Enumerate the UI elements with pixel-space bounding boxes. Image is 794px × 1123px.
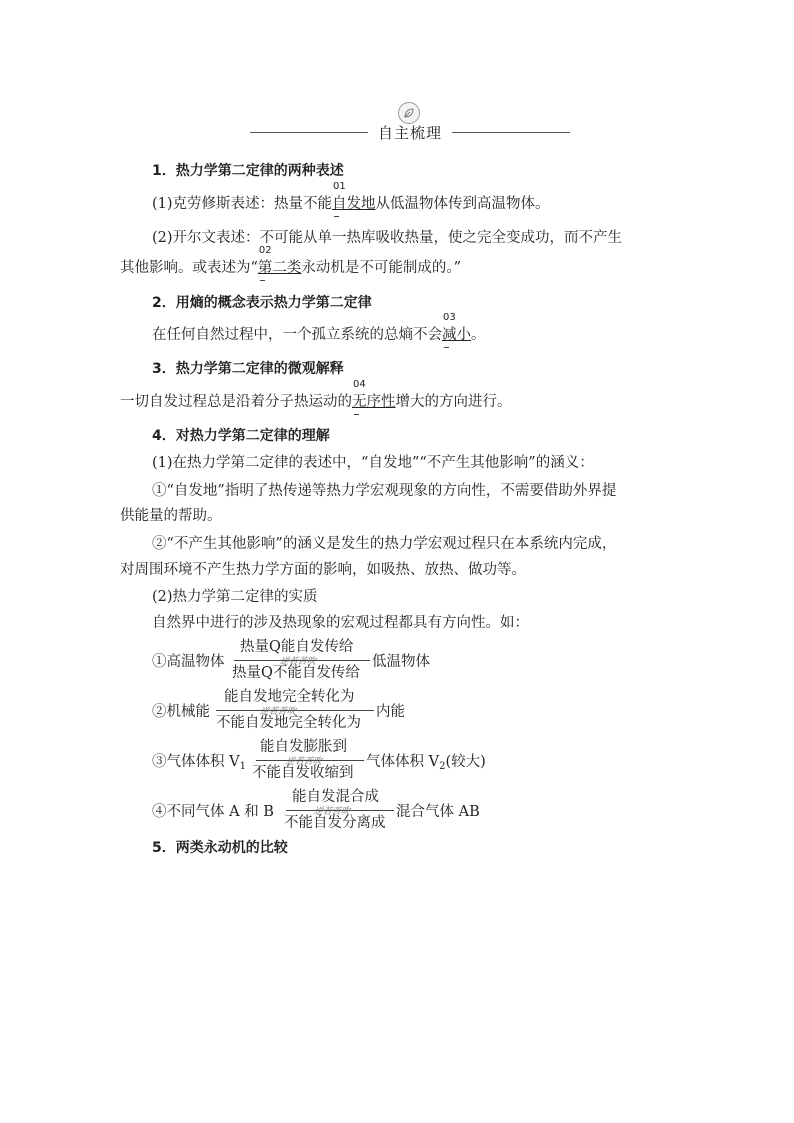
section-banner: [250, 98, 570, 158]
process-label: [152, 752, 246, 777]
s1-paragraph-2-line2: [120, 245, 462, 278]
blank-answer: 自发地: [332, 196, 376, 212]
banner-rule-right: [452, 132, 570, 133]
section-5-heading: 5．两类永动机的比较: [152, 840, 288, 856]
process-result: [366, 752, 486, 777]
process-label: ①高温物体: [152, 654, 225, 670]
s3-post: 增大的方向进行。: [395, 394, 512, 410]
process-result: 低温物体: [372, 654, 430, 670]
process-forward: 热量Q能自发传给: [240, 639, 354, 655]
s4-paragraph-3: 自然界中进行的涉及热现象的宏观过程都具有方向性。如：: [152, 615, 529, 631]
blank-04: [352, 379, 396, 412]
process-result-text: 气体体积 V: [366, 754, 440, 770]
s1-p2-pre: 其他影响。或表述为“: [120, 260, 258, 276]
s4-clause-2-line2: 对周围环境不产生热力学方面的影响，如吸热、放热、做功等。: [120, 562, 526, 578]
process-forward: 能自发膨胀到: [260, 739, 347, 755]
blank-03: [442, 312, 471, 345]
watermark: 逆若苦吹: [278, 657, 317, 667]
blank-tick: [260, 280, 265, 281]
process-3: [152, 738, 492, 781]
s3-paragraph: [120, 379, 512, 412]
blank-number: 03: [443, 312, 456, 323]
process-result-suffix: (较大): [445, 754, 486, 770]
s2-post: 。: [471, 327, 486, 343]
process-result: 混合气体 AB: [396, 804, 480, 820]
watermark: 逆若苦吹: [258, 707, 297, 717]
section-4-heading: 4．对热力学第二定律的理解: [152, 428, 330, 444]
s2-pre: 在任何自然过程中，一个孤立系统的总熵不会: [152, 327, 442, 343]
s4-clause-1-line1: ①“自发地”指明了热传递等热力学宏观现象的方向性，不需要借助外界提: [152, 483, 617, 499]
process-backward: 不能自发收缩到: [252, 765, 354, 781]
s1-p1-post: 从低温物体传到高温物体。: [375, 196, 550, 212]
watermark: 逆若苦吹: [312, 807, 351, 817]
process-forward: 能自发混合成: [292, 789, 379, 805]
s3-pre: 一切自发过程总是沿着分子热运动的: [120, 394, 352, 410]
banner-rule-left: [250, 132, 368, 133]
s1-paragraph-2-line1: (2)开尔文表述：不可能从单一热库吸收热量，使之完全变成功，而不产生: [152, 230, 623, 246]
blank-answer: 第二类: [257, 260, 302, 276]
blank-tick: [354, 414, 359, 415]
s4-paragraph-1: (1)在热力学第二定律的表述中，“自发地”“不产生其他影响”的涵义：: [152, 455, 594, 471]
blank-number: 01: [333, 181, 346, 192]
blank-number: 04: [353, 379, 366, 390]
blank-answer: 减小: [442, 327, 471, 343]
process-result-subscript: 2: [439, 761, 446, 772]
blank-01: [332, 181, 376, 214]
banner-title: 自主梳理: [377, 124, 442, 142]
process-backward: 不能自发分离成: [284, 815, 386, 831]
leaf-emblem-icon: [398, 102, 420, 124]
process-backward: 不能自发地完全转化为: [216, 715, 361, 731]
process-result: 内能: [376, 704, 405, 720]
s2-paragraph: [152, 312, 486, 345]
process-label: ④不同气体 A 和 B: [152, 804, 274, 820]
process-backward: 热量Q不能自发传给: [232, 665, 360, 681]
section-2-heading: 2．用熵的概念表示热力学第二定律: [152, 295, 372, 311]
blank-02: [257, 245, 302, 278]
blank-tick: [444, 347, 449, 348]
process-1: [152, 638, 452, 681]
process-2: [152, 688, 432, 731]
blank-answer: 无序性: [352, 394, 396, 410]
watermark: 逆若苦吹: [284, 757, 323, 767]
section-3-heading: 3．热力学第二定律的微观解释: [152, 361, 344, 377]
process-forward: 能自发地完全转化为: [224, 689, 355, 705]
s4-clause-2-line1: ②“不产生其他影响”的涵义是发生的热力学宏观过程只在本系统内完成，: [152, 536, 617, 552]
process-label-subscript: 1: [239, 761, 246, 772]
s1-p1-pre: (1)克劳修斯表述：热量不能: [152, 196, 333, 212]
process-label-text: ③气体体积 V: [152, 754, 240, 770]
s1-p2-post: 永动机是不可能制成的。”: [301, 260, 462, 276]
blank-tick: [334, 216, 339, 217]
s1-paragraph-1: [152, 181, 550, 214]
blank-number: 02: [258, 245, 272, 256]
process-4: [152, 788, 492, 831]
process-label: ②机械能: [152, 704, 210, 720]
s4-clause-1-line2: 供能量的帮助。: [120, 508, 222, 524]
section-1-heading: 1．热力学第二定律的两种表述: [152, 163, 344, 179]
s4-paragraph-2: (2)热力学第二定律的实质: [152, 589, 318, 605]
